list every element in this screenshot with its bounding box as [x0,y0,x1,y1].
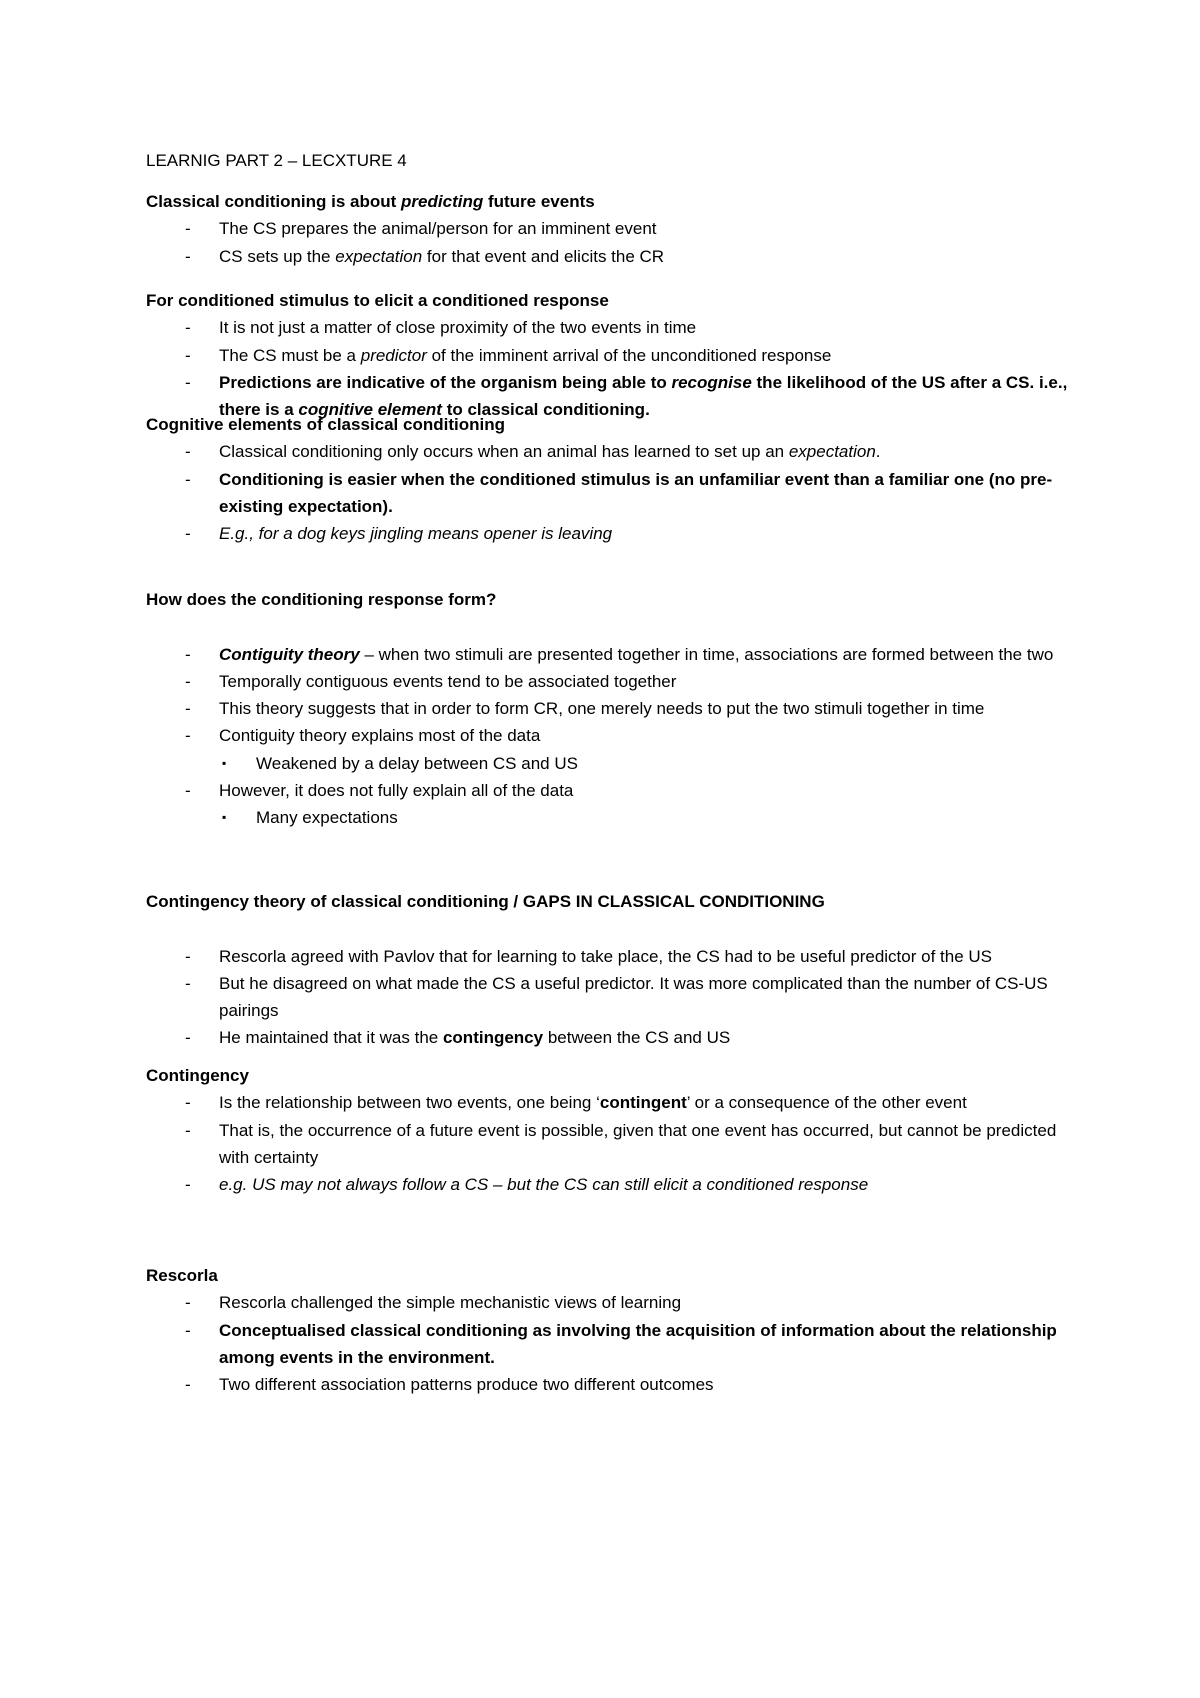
bullet-item [146,1317,1076,1372]
section [146,586,1076,832]
dash-bullet-icon: - [185,469,191,489]
bullet-item [146,722,1076,749]
bullet-text: It is not just a matter of close proximity of the two events in time [219,318,697,338]
square-bullet-icon: ▪ [222,810,227,825]
blank-line [146,613,1076,640]
square-bullet-icon: ▪ [222,755,227,770]
dash-bullet-icon: - [185,726,191,746]
bullet-item [146,1089,1076,1116]
bullet-item [146,1117,1076,1172]
section [146,1262,1076,1398]
bullet-item [146,695,1076,722]
bullet-text: Rescorla agreed with Pavlov that for learning to take place, the CS had to be useful predictor of the US [219,946,992,966]
bullet-text: Contiguity theory – when two stimuli are presented together in time, associations are formed between the two [219,644,1054,664]
bullet-text: But he disagreed on what made the CS a useful predictor. It was more complicated than the number of CS-US pairings [219,973,1048,1021]
bullet-item [146,342,1076,369]
dash-bullet-icon: - [185,699,191,719]
section-heading: Contingency [146,1066,249,1085]
bullet-item [146,520,1076,547]
bullet-text: Two different association patterns produce two different outcomes [219,1375,714,1395]
dash-bullet-icon: - [185,1093,191,1113]
bullet-text: He maintained that it was the contingency between the CS and US [219,1028,731,1048]
dash-bullet-icon: - [185,219,191,239]
bullet-text: Contiguity theory explains most of the data [219,726,541,746]
dash-bullet-icon: - [185,1175,191,1195]
bullet-text: Classical conditioning only occurs when an animal has learned to set up an expectation. [219,442,881,462]
dash-bullet-icon: - [185,644,191,664]
section [146,1062,1076,1198]
dash-bullet-icon: - [185,1320,191,1340]
bullet-item [146,243,1076,270]
section [146,188,1076,270]
bullet-text: Predictions are indicative of the organism being able to recognise the likelihood of the US after a CS. i.e., there is a cognitive element to classical conditioning. [219,372,1068,420]
section [146,888,1076,1052]
bullet-text: Conditioning is easier when the conditioned stimulus is an unfamiliar event than a familiar one (no pre-existing expectation). [219,469,1053,516]
document-title: LEARNIG PART 2 – LECXTURE 4 [146,151,407,170]
bullet-item [146,943,1076,970]
blank-line [146,915,1076,942]
section-heading: Contingency theory of classical conditioning / GAPS IN CLASSICAL CONDITIONING [146,892,825,911]
bullet-item [146,970,1076,1025]
dash-bullet-icon: - [185,1028,191,1048]
section-heading: Rescorla [146,1266,218,1285]
dash-bullet-icon: - [185,946,191,966]
dash-bullet-icon: - [185,345,191,365]
bullet-item [146,1024,1076,1051]
dash-bullet-icon: - [185,318,191,338]
bullet-text: The CS prepares the animal/person for an imminent event [219,219,657,239]
section-heading: Cognitive elements of classical conditioning [146,415,505,434]
dash-bullet-icon: - [185,524,191,544]
section [146,411,1076,547]
dash-bullet-icon: - [185,1120,191,1140]
bullet-item [146,1289,1076,1316]
section-heading: How does the conditioning response form? [146,590,497,609]
bullet-item [146,1371,1076,1398]
bullet-text: Rescorla challenged the simple mechanistic views of learning [219,1293,682,1313]
bullet-item [146,668,1076,695]
bullet-item [146,314,1076,341]
bullet-item [146,466,1076,521]
bullet-text: E.g., for a dog keys jingling means opener is leaving [219,524,613,544]
bullet-item [146,215,1076,242]
section-heading: For conditioned stimulus to elicit a conditioned response [146,291,609,310]
dash-bullet-icon: - [185,1375,191,1395]
sub-bullet-text: Many expectations [256,808,398,828]
bullet-text: However, it does not fully explain all of the data [219,781,574,801]
dash-bullet-icon: - [185,372,191,392]
bullet-item [146,1171,1076,1198]
section [146,287,1076,423]
bullet-text: Conceptualised classical conditioning as involving the acquisition of information about the relationship among events in the environment. [219,1320,1057,1367]
dash-bullet-icon: - [185,671,191,691]
bullet-item [146,777,1076,804]
bullet-item [146,641,1076,668]
bullet-text: CS sets up the expectation for that event and elicits the CR [219,246,665,266]
sub-bullet-text: Weakened by a delay between CS and US [256,753,578,773]
bullet-text: The CS must be a predictor of the imminent arrival of the unconditioned response [219,345,832,365]
bullet-text: Temporally contiguous events tend to be associated together [219,671,677,691]
dash-bullet-icon: - [185,442,191,462]
sub-bullet-item [146,804,1076,831]
bullet-item [146,438,1076,465]
bullet-text: Is the relationship between two events, one being ‘contingent’ or a consequence of the other event [219,1093,967,1113]
bullet-text: e.g. US may not always follow a CS – but the CS can still elicit a conditioned response [219,1175,869,1195]
dash-bullet-icon: - [185,246,191,266]
sub-bullet-item [146,750,1076,777]
bullet-text: That is, the occurrence of a future event is possible, given that one event has occurred, but cannot be predicted with certainty [219,1120,1057,1167]
dash-bullet-icon: - [185,781,191,801]
section-heading: Classical conditioning is about predicting future events [146,192,595,211]
dash-bullet-icon: - [185,1293,191,1313]
bullet-text: This theory suggests that in order to form CR, one merely needs to put the two stimuli together in time [219,699,985,719]
dash-bullet-icon: - [185,973,191,993]
